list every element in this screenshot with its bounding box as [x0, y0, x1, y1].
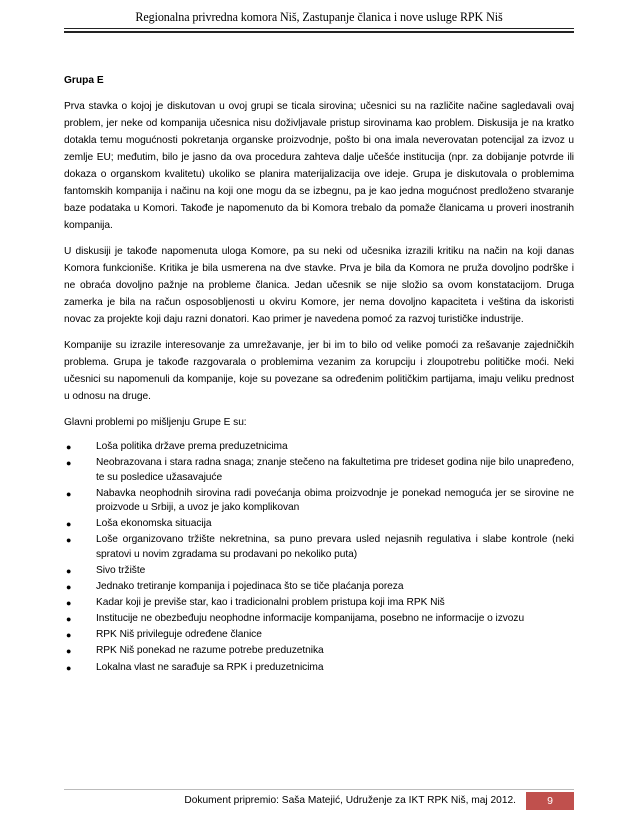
footer-credit: Dokument pripremio: Saša Matejić, Udruženje za IKT RPK Niš, maj 2012. — [184, 795, 516, 806]
bullet-icon: ● — [66, 488, 72, 499]
footer-divider — [64, 789, 574, 790]
list-item-text: Jednako tretiranje kompanija i pojedinaca što se tiče plaćanja poreza — [96, 581, 404, 593]
bullet-icon: ● — [66, 535, 72, 546]
header-divider-thick — [64, 31, 574, 33]
page-header: Regionalna privredna komora Niš, Zastupanje članica i nove usluge RPK Niš — [135, 10, 503, 24]
paragraph: U diskusiji je takođe napomenuta uloga Komore, pa su neki od učesnika izrazili kritiku na način na koji danas Komora funkcioniše. Kritika je bila usmerena na dve stavke. Prva je bila da Komora ne pruža dovoljno podrške i ne obraća dovoljno pažnje na probleme članica. Jedan učesnik se nije složio sa ovom konstatacijom. Druga zamerka je bila na račun osposobljenosti u okviru Komore, jer nema dovoljno kapaciteta i veština da iskoristi novac za projekte koji daju razni donatori. Kao primer je navedena pomoć za razvoj turističke industrije. — [64, 246, 574, 325]
list-item — [64, 487, 574, 516]
list-item-text: RPK Niš privileguje određene članice — [96, 629, 262, 641]
section-heading: Grupa E — [64, 75, 104, 86]
list-item — [64, 456, 574, 485]
bullet-icon: ● — [66, 582, 72, 593]
list-item-text: Loša ekonomska situacija — [96, 518, 212, 530]
list-item-text: Loša politika države prema preduzetnicima — [96, 441, 288, 452]
list-item-text: Loše organizovano tržište nekretnina, sa puno prevara usled nejasnih regulativa i slabe kontrole (neki spratovi u novim zgradama su prodavani po nekoliko puta) — [96, 534, 574, 560]
list-intro: Glavni problemi po mišljenju Grupe E su: — [64, 417, 247, 428]
list-item-text: Kadar koji je previše star, kao i tradicionalni problem pristupa koji ima RPK Niš — [96, 597, 445, 609]
list-item-text: Institucije ne obezbeđuju neophodne informacije kompanijama, posebno ne informacije o izvozu — [96, 613, 525, 625]
list-item — [64, 644, 574, 659]
list-item-text: Sivo tržište — [96, 564, 146, 576]
page-footer — [64, 792, 574, 812]
list-item — [64, 533, 574, 562]
list-item — [64, 564, 574, 579]
list-item — [64, 661, 574, 676]
bullet-icon: ● — [66, 614, 72, 625]
paragraph: Prva stavka o kojoj je diskutovan u ovoj grupi se ticala sirovina; učesnici su na različite načine sagledavali ovaj problem, jer neke od kompanija učesnica nisu doživljavale pristup sirovinama kao problem. Diskusija je na kratko dotakla temu mogućnosti pokretanja organske proizvodnje, pošto bi ona imala neverovatan potencijal za izvoz u zemlje EU; međutim, bilo je jasno da ova procedura zahteva dalje učešće institucija (npr. za dobijanje potvrde ili dokaza o organskom kvalitetu) ukoliko se planira materijalizacija ove ideje. Grupa je diskutovala o problemima fantomskih kompanija i načinu na koji one mogu da se izbegnu, pa je kao jedna mogućnost predloženo stvaranje baze podataka u Komori. Takođe je napomenuto da bi Komora trebalo da pomaže članicama u proveri inostranih kompanija. — [64, 101, 574, 231]
list-item-text: Lokalna vlast ne sarađuje sa RPK i preduzetnicima — [96, 661, 324, 673]
bullet-icon: ● — [66, 442, 72, 452]
list-item — [64, 580, 574, 595]
list-item — [64, 628, 574, 643]
bullet-icon: ● — [66, 646, 72, 657]
list-item — [64, 612, 574, 627]
page-number: 9 — [526, 792, 574, 810]
bullet-icon: ● — [66, 662, 72, 673]
paragraph: Kompanije su izrazile interesovanje za umrežavanje, jer bi im to bilo od velike pomoći za rešavanje zajedničkih problema. Grupa je takođe razgovarala o problemima vezanim za korupciju i zloupotrebu političke moći. Neki učesnici su napomenuli da kompanije, koje su povezane sa određenim političkim partijama, imaju veliku prednost u odnosu na druge. — [64, 340, 574, 402]
list-item — [64, 517, 574, 532]
bullet-icon: ● — [66, 630, 72, 641]
document-body — [64, 72, 574, 677]
bullet-icon: ● — [66, 565, 72, 576]
bullet-icon: ● — [66, 598, 72, 609]
problems-list — [64, 440, 574, 675]
list-item — [64, 440, 574, 455]
list-item-text: Nabavka neophodnih sirovina radi povećanja obima proizvodnje je ponekad nemoguća jer se sirovine ne proizvode u Srbiji, a uvoz je jako komplikovan — [96, 487, 574, 514]
list-item — [64, 596, 574, 611]
bullet-icon: ● — [66, 458, 72, 469]
list-item-text: Neobrazovana i stara radna snaga; znanje stečeno na fakultetima pre trideset godina nije bilo unapređeno, te su posledice užasavajuće — [96, 457, 574, 483]
bullet-icon: ● — [66, 519, 72, 530]
list-item-text: RPK Niš ponekad ne razume potrebe preduzetnika — [96, 645, 324, 657]
header-divider — [64, 28, 574, 29]
